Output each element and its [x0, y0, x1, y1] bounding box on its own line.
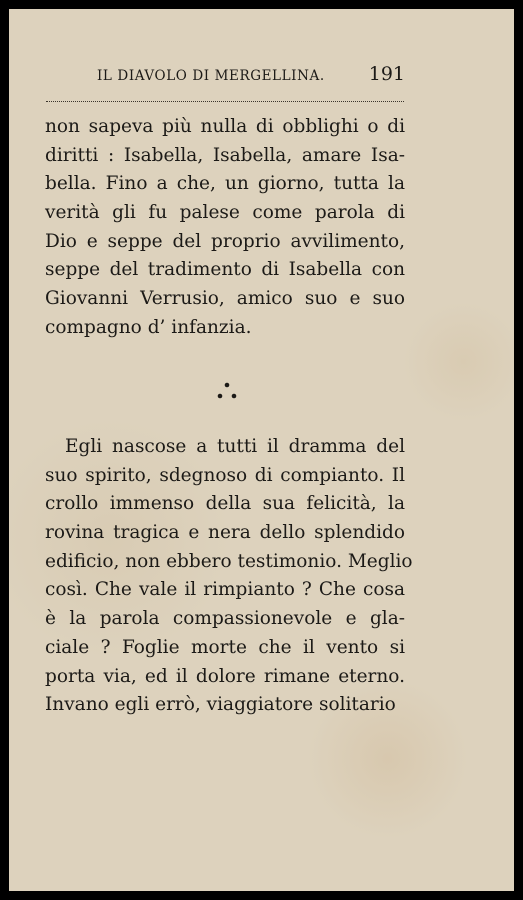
text-line: Dio e seppe del proprio avvilimento, [45, 230, 405, 252]
text-line: Giovanni Verrusio, amico suo e suo [45, 288, 405, 310]
text-line: compagno d’ infanzia. [45, 316, 252, 338]
text-line: verità gli fu palese come parola di [45, 202, 405, 224]
text-line: porta via, ed il dolore rimane eterno. [45, 665, 405, 687]
paragraph-2 [45, 433, 413, 720]
running-title: IL DIAVOLO DI MERGELLINA. [97, 68, 325, 84]
text-line: suo spirito, sdegnoso di compianto. Il [45, 464, 405, 486]
page-number: 191 [368, 63, 405, 85]
text-line: diritti : Isabella, Isabella, amare Isa- [45, 144, 405, 166]
text-line: edificio, non ebbero testimonio. Meglio [45, 550, 413, 572]
text-line: così. Che vale il rimpianto ? Che cosa [45, 579, 405, 601]
text-line: è la parola compassionevole e gla- [45, 608, 405, 630]
text-line: Egli nascose a tutti il dramma del [65, 436, 405, 457]
book-page [9, 9, 514, 891]
text-line: non sapeva più nulla di obblighi o di [45, 116, 405, 137]
page-header [87, 61, 405, 91]
paragraph-1 [45, 113, 405, 343]
text-line: crollo immenso della sua felicità, la [45, 493, 405, 515]
text-line: rovina tragica e nera dello splendido [45, 522, 405, 544]
asterism-icon [212, 379, 242, 409]
text-line: ciale ? Foglie morte che il vento si [45, 636, 405, 658]
text-line: bella. Fino a che, un giorno, tutta la [45, 173, 405, 195]
text-line: Invano egli errò, viaggiatore solitario [45, 694, 396, 716]
header-rule [46, 101, 404, 102]
text-line: seppe del tradimento di Isabella con [45, 259, 405, 281]
